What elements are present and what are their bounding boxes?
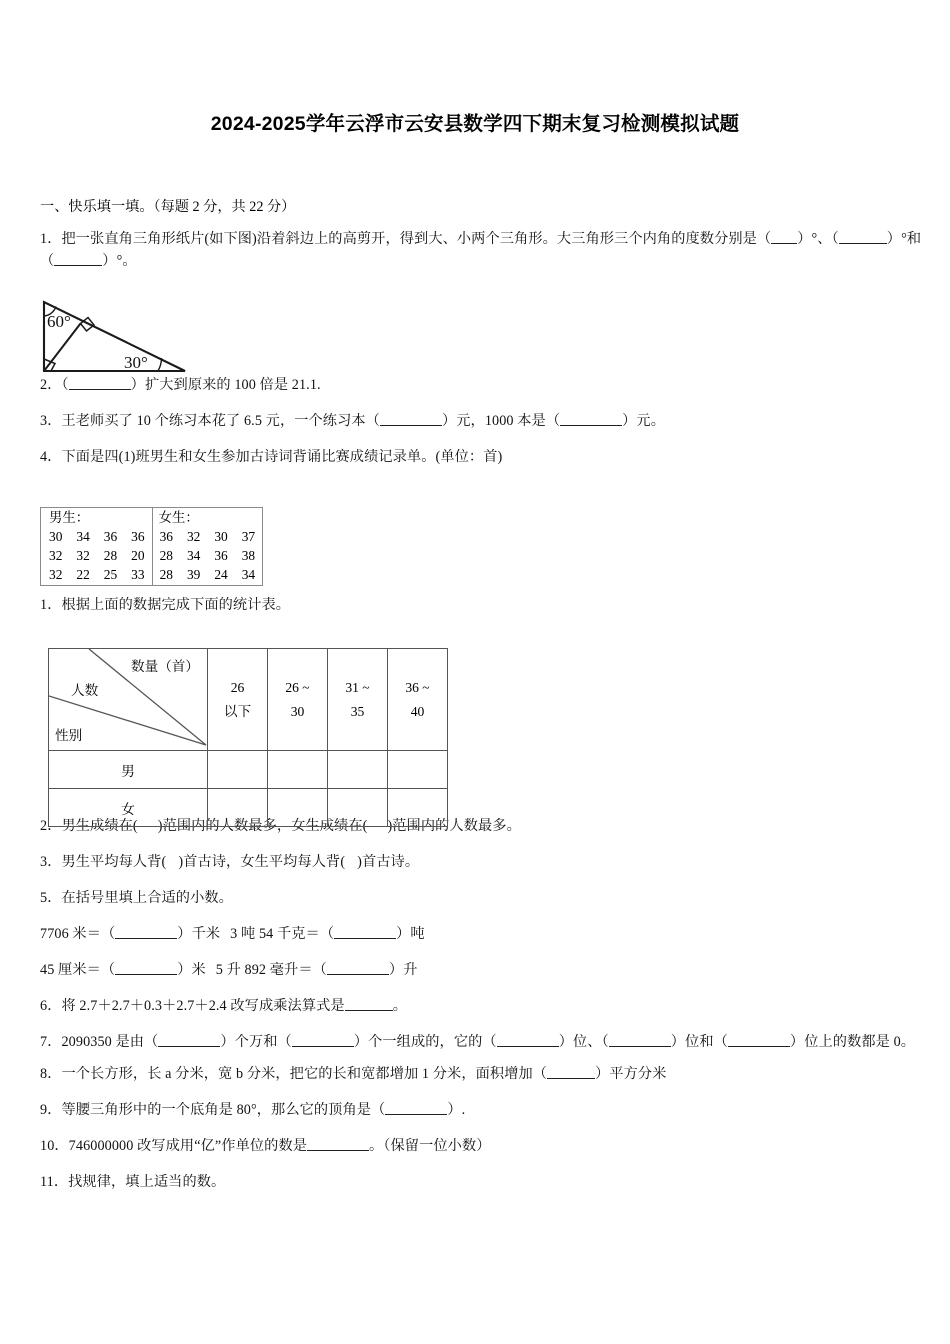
corner-label-quantity: 数量（首） xyxy=(131,659,199,674)
stat-answer-cell[interactable] xyxy=(388,751,448,789)
stat-column-header xyxy=(208,649,268,751)
question-3-text-part3: ）元。 xyxy=(622,413,665,429)
angle-label-30: 30° xyxy=(124,353,148,372)
boys-score: 36 xyxy=(103,529,118,545)
q8-part-b: ）平方分米 xyxy=(595,1066,667,1082)
stat-answer-cell[interactable] xyxy=(268,789,328,827)
girls-score: 34 xyxy=(186,548,201,564)
q7-part-e: ）位和（ xyxy=(670,1034,728,1050)
q4-sub2-part-a: 2．男生成绩在( xyxy=(40,818,138,834)
girls-score: 28 xyxy=(152,565,180,585)
q7-part-c: ）个一组成的，它的（ xyxy=(353,1034,497,1050)
girls-score: 36 xyxy=(152,527,180,546)
stat-answer-cell[interactable] xyxy=(328,751,388,789)
stat-corner-cell xyxy=(49,649,208,751)
q4-sub3-part-c: )首古诗。 xyxy=(357,854,420,870)
q4-sub3-part-a: 3．男生平均每人背( xyxy=(40,854,167,870)
corner-label-count: 人数 xyxy=(71,683,99,698)
q9-part-b: ）. xyxy=(447,1102,466,1118)
stat-col-top: 26 xyxy=(230,679,245,695)
scores-header-row xyxy=(41,508,263,528)
q5-l1-part-d: ）吨 xyxy=(396,926,425,942)
question-1-text-part4: ）°。 xyxy=(102,253,137,269)
girls-score: 28 xyxy=(152,546,180,565)
stat-col-bottom: 30 xyxy=(290,703,305,719)
boys-score: 28 xyxy=(103,548,118,564)
question-5: 5．在括号里填上合适的小数。 xyxy=(40,890,233,906)
question-4: 4．下面是四(1)班男生和女生参加古诗词背诵比赛成绩记录单。(单位：首) xyxy=(40,449,503,465)
page-title: 2024-2025学年云浮市云安县数学四下期末复习检测模拟试题 xyxy=(210,113,740,135)
stat-row-label-female: 女 xyxy=(49,789,208,827)
q7-blank-1[interactable] xyxy=(158,1033,220,1047)
question-7 xyxy=(40,1031,922,1053)
question-4-sub-3 xyxy=(40,851,922,873)
girls-score: 24 xyxy=(214,567,228,583)
girls-score: 30 xyxy=(214,529,228,545)
q7-blank-2[interactable] xyxy=(292,1033,354,1047)
stat-answer-cell[interactable] xyxy=(388,789,448,827)
scores-record-table xyxy=(40,507,263,586)
angle-label-60: 60° xyxy=(47,312,71,331)
q5-l1-blank-1[interactable] xyxy=(115,925,177,939)
q7-part-d: ）位、（ xyxy=(558,1034,609,1050)
q7-blank-4[interactable] xyxy=(609,1033,671,1047)
boys-score: 33 xyxy=(131,567,145,583)
q7-part-f: ）位上的数都是 0。 xyxy=(789,1034,916,1050)
q3-blank-1[interactable] xyxy=(380,412,442,426)
corner-label-gender: 性别 xyxy=(55,728,83,743)
q6-part-a: 6．将 2.7＋2.7＋0.3＋2.7＋2.4 改写成乘法算式是 xyxy=(40,998,345,1014)
q10-part-a: 10．746000000 改写成用“亿”作单位的数是 xyxy=(40,1138,308,1154)
stat-answer-cell[interactable] xyxy=(328,789,388,827)
question-8 xyxy=(40,1063,922,1085)
question-2-text-part2: ）扩大到原来的 100 倍是 21.1. xyxy=(130,377,321,393)
scores-row xyxy=(41,527,263,546)
stat-col-top: 26 ~ xyxy=(285,679,310,695)
stat-column-header xyxy=(388,649,448,751)
scores-table xyxy=(40,507,263,586)
boys-score: 32 xyxy=(49,548,63,564)
question-3 xyxy=(40,410,922,432)
q4-sub2-part-c: )范围内的人数最多。 xyxy=(387,818,521,834)
question-1-text-part2: ）°、（ xyxy=(797,231,839,247)
question-5-line-1 xyxy=(40,923,922,945)
q5-l2-blank-2[interactable] xyxy=(327,961,389,975)
q5-l1-part-c: 3 吨 54 千克＝（ xyxy=(230,926,335,942)
q5-l1-blank-2[interactable] xyxy=(334,925,396,939)
boys-score: 22 xyxy=(76,567,90,583)
stat-column-header xyxy=(328,649,388,751)
boys-score: 25 xyxy=(103,567,118,583)
stat-col-bottom: 35 xyxy=(350,703,365,719)
stat-answer-cell[interactable] xyxy=(208,751,268,789)
q10-part-b: 。（保留一位小数） xyxy=(369,1138,491,1154)
q4-sub3-blank-2[interactable] xyxy=(345,854,357,867)
question-1-text-part1: 1．把一张直角三角形纸片(如下图)沿着斜边上的高剪开，得到大、小两个三角形。大三角形三个内角的度数分别是（ xyxy=(40,231,772,247)
q1-blank-2[interactable] xyxy=(839,230,887,244)
stat-header-row xyxy=(49,649,448,751)
boys-label: 男生： xyxy=(49,510,90,525)
boys-score: 36 xyxy=(131,529,145,545)
q5-l2-part-c: 5 升 892 毫升＝（ xyxy=(215,962,327,978)
girls-label: 女生： xyxy=(152,508,263,528)
boys-score: 32 xyxy=(49,567,63,583)
girls-score: 37 xyxy=(241,529,256,545)
question-6 xyxy=(40,995,922,1017)
girls-score: 38 xyxy=(241,548,256,564)
q8-part-a: 8．一个长方形，长 a 分米，宽 b 分米，把它的长和宽都增加 1 分米，面积增加（ xyxy=(40,1066,548,1082)
stat-answer-cell[interactable] xyxy=(268,751,328,789)
q9-part-a: 9．等腰三角形中的一个底角是 80°，那么它的顶角是（ xyxy=(40,1102,386,1118)
section-one-heading: 一、快乐填一填。（每题 2 分，共 22 分） xyxy=(40,199,296,215)
boys-score: 30 xyxy=(49,529,63,545)
girls-score: 36 xyxy=(214,548,228,564)
q4-sub3-blank-1[interactable] xyxy=(166,854,178,867)
girls-score: 32 xyxy=(186,529,201,545)
q5-l2-part-b: ）米 xyxy=(177,962,206,978)
q7-blank-5[interactable] xyxy=(728,1033,790,1047)
q10-blank-1[interactable] xyxy=(307,1137,369,1151)
q6-blank-1[interactable] xyxy=(345,997,393,1011)
q5-l2-blank-1[interactable] xyxy=(115,961,177,975)
q7-part-a: 7．2090350 是由（ xyxy=(40,1034,159,1050)
scores-row xyxy=(41,546,263,565)
q9-blank-1[interactable] xyxy=(385,1101,447,1115)
scores-row xyxy=(41,565,263,585)
question-2-text-part1: 2．（ xyxy=(40,377,69,393)
q5-l2-part-d: ）升 xyxy=(388,962,418,978)
stat-col-bottom: 40 xyxy=(410,703,425,719)
stat-col-bottom: 以下 xyxy=(223,703,252,719)
stat-row-label-male: 男 xyxy=(49,751,208,789)
boys-score: 32 xyxy=(76,548,90,564)
q5-l2-part-a: 45 厘米＝（ xyxy=(40,962,116,978)
stat-data-row xyxy=(49,751,448,789)
stat-column-header xyxy=(268,649,328,751)
stat-col-top: 36 ~ xyxy=(405,679,430,695)
stat-answer-cell[interactable] xyxy=(208,789,268,827)
q7-blank-3[interactable] xyxy=(497,1033,559,1047)
q5-l1-part-a: 7706 米＝（ xyxy=(40,926,116,942)
question-1 xyxy=(40,228,922,272)
q4-sub2-part-b: )范围内的人数最多，女生成绩在( xyxy=(157,818,368,834)
question-11: 11．找规律，填上适当的数。 xyxy=(40,1174,226,1190)
q3-blank-2[interactable] xyxy=(560,412,622,426)
question-5-line-2 xyxy=(40,959,922,981)
stat-col-top: 31 ~ xyxy=(345,679,370,695)
angle-arc-bottom-right xyxy=(158,358,162,371)
statistics-table xyxy=(48,648,448,827)
girls-score: 39 xyxy=(186,567,201,583)
triangle-figure xyxy=(36,293,236,385)
q5-l1-part-b: ）千米 xyxy=(177,926,221,942)
question-4-sub-1: 1．根据上面的数据完成下面的统计表。 xyxy=(40,597,291,613)
q7-part-b: ）个万和（ xyxy=(220,1034,292,1050)
q8-blank-1[interactable] xyxy=(547,1065,595,1079)
q1-blank-1[interactable] xyxy=(771,230,797,244)
girls-score: 34 xyxy=(241,567,256,583)
question-3-text-part1: 3．王老师买了 10 个练习本花了 6.5 元，一个练习本（ xyxy=(40,413,380,429)
statistics-table-wrapper xyxy=(48,648,448,827)
question-3-text-part2: ）元，1000 本是（ xyxy=(441,413,561,429)
triangle-svg xyxy=(36,293,236,385)
question-10 xyxy=(40,1135,922,1157)
stat-data-row xyxy=(49,789,448,827)
q4-sub3-part-b: )首古诗，女生平均每人背( xyxy=(178,854,346,870)
question-9 xyxy=(40,1099,922,1121)
question-1-text-part3: ）°和（ xyxy=(40,231,922,269)
q1-blank-3[interactable] xyxy=(54,252,102,266)
boys-score: 34 xyxy=(76,529,90,545)
q6-part-b: 。 xyxy=(392,998,407,1014)
boys-score: 20 xyxy=(131,548,145,564)
